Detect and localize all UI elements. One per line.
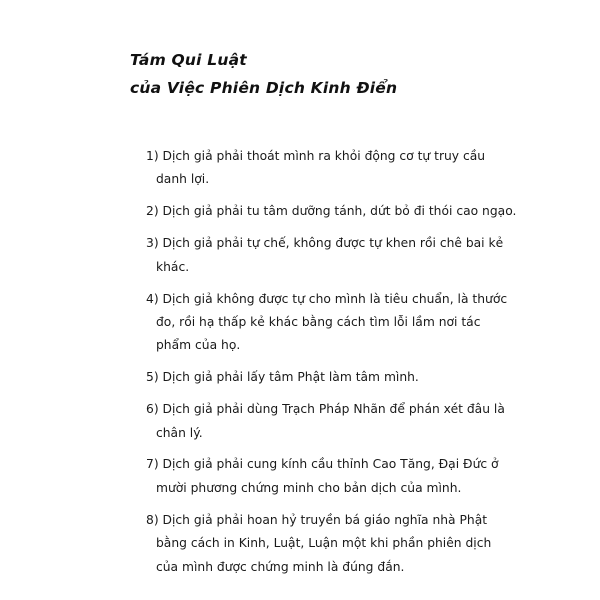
rule-text: 3) Dịch giả phải tự chế, không được tự khen rồi chê bai kẻ [146, 236, 504, 251]
rules-list [146, 145, 546, 588]
list-item [146, 145, 546, 192]
list-item [146, 509, 546, 579]
title-line-2: của Việc Phiên Dịch Kinh Điển [130, 79, 398, 97]
list-item [146, 398, 546, 445]
rule-text: 8) Dịch giả phải hoan hỷ truyền bá giáo nghĩa nhà Phật [146, 512, 488, 527]
rule-text: 6) Dịch giả phải dùng Trạch Pháp Nhãn để phán xét đâu là [146, 402, 505, 417]
rule-continuation: của mình được chứng minh là đúng đắn. [156, 559, 405, 574]
rule-continuation: khác. [156, 259, 190, 274]
rule-continuation: phẩm của họ. [156, 338, 241, 353]
list-item [146, 200, 546, 223]
rule-continuation: đo, rồi hạ thấp kẻ khác bằng cách tìm lỗi lầm nơi tác [156, 314, 481, 329]
page-title [130, 46, 550, 102]
rule-text: 2) Dịch giả phải tu tâm dưỡng tánh, dứt bỏ đi thói cao ngạo. [146, 204, 517, 219]
rule-text: 7) Dịch giả phải cung kính cầu thỉnh Cao Tăng, Đại Đức ở [146, 457, 499, 472]
title-line-1: Tám Qui Luật [130, 51, 247, 69]
rule-continuation: danh lợi. [156, 172, 210, 187]
rule-continuation: bằng cách in Kinh, Luật, Luận một khi phần phiên dịch [156, 536, 492, 551]
list-item [146, 366, 546, 389]
rule-continuation: chân lý. [156, 425, 203, 440]
rule-text: 4) Dịch giả không được tự cho mình là tiêu chuẩn, là thước [146, 291, 508, 306]
list-item [146, 453, 546, 500]
rule-continuation: mười phương chứng minh cho bản dịch của mình. [156, 480, 462, 495]
rule-text: 1) Dịch giả phải thoát mình ra khỏi động cơ tự truy cầu [146, 149, 486, 163]
list-item [146, 232, 546, 279]
list-item [146, 288, 546, 358]
rule-text: 5) Dịch giả phải lấy tâm Phật làm tâm mình. [146, 370, 419, 385]
